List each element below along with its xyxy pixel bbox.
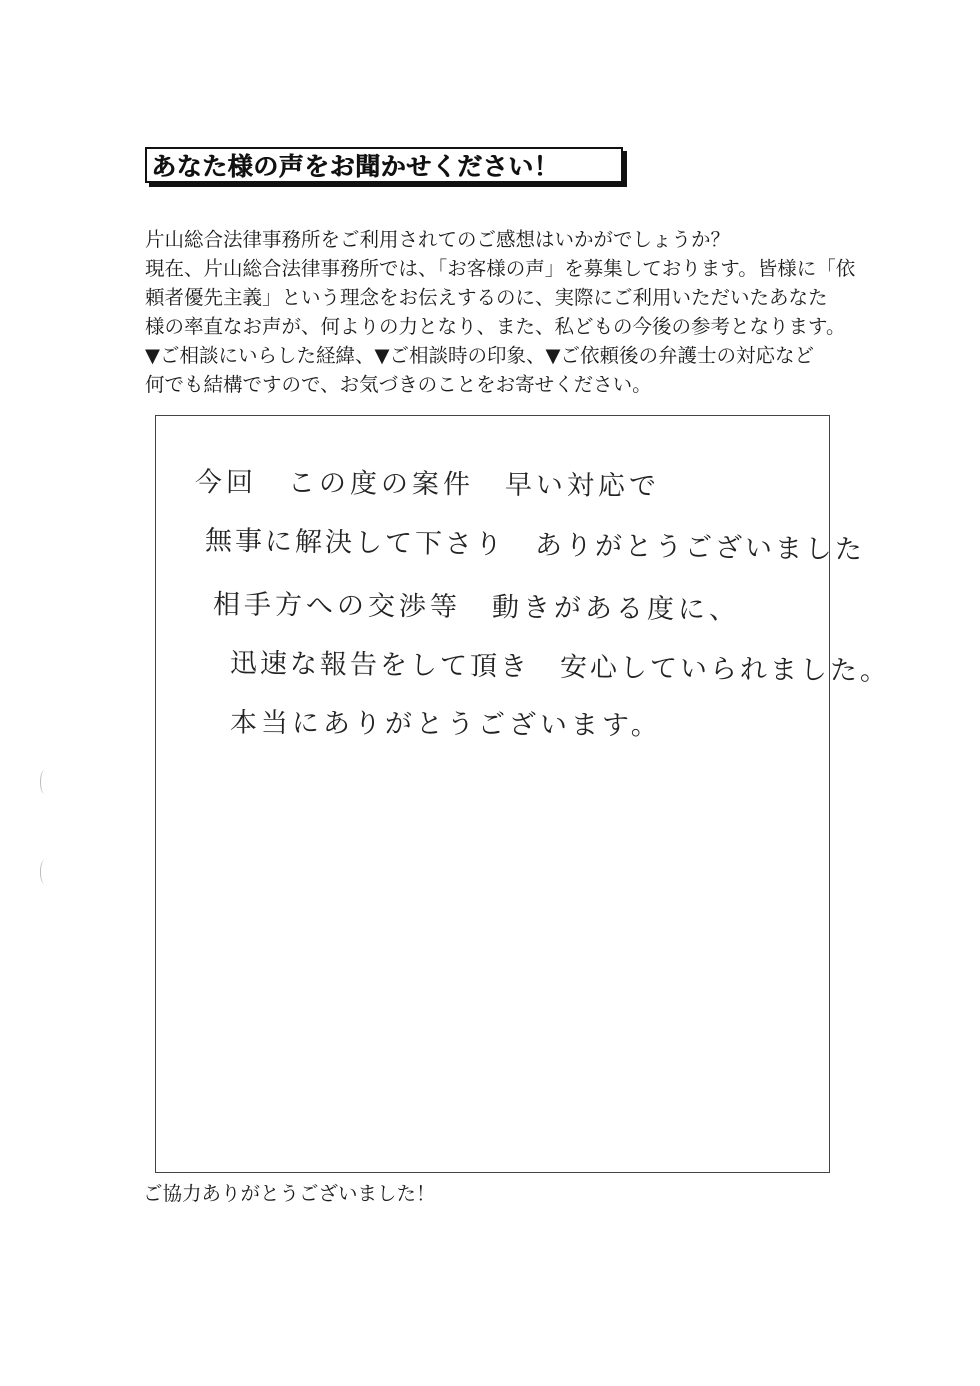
handwritten-line: 今回 この度の案件 早い対応で: [194, 466, 661, 503]
thanks-footer: ご協力ありがとうございました！: [143, 1182, 436, 1205]
handwritten-line: 本当にありがとうございます。: [229, 707, 662, 742]
page-title: あなた様の声をお聞かせください！: [151, 152, 560, 181]
intro-line: 様の率直なお声が、何よりの力となり、また、私どもの今後の参考となります。: [145, 315, 846, 338]
intro-line: 頼者優先主義」という理念をお伝えするのに、実際にご利用いただいたあなた: [145, 286, 828, 309]
intro-line: ▼ご相談にいらした経緯、▼ご相談時の印象、▼ご依頼後の弁護士の対応など: [145, 344, 814, 367]
handwritten-line: 無事に解決して下さり ありがとうございました: [204, 525, 866, 566]
title-banner: [145, 147, 623, 183]
intro-line: 何でも結構ですので、お気づきのことをお寄せください。: [145, 373, 652, 396]
intro-line: 現在、片山総合法律事務所では、「お客様の声」を募集しております。皆様に「依: [145, 257, 856, 280]
intro-line: 片山総合法律事務所をご利用されてのご感想はいかがでしょうか？: [145, 228, 731, 251]
handwritten-line: 迅速な報告をして頂き 安心していられました。: [229, 647, 891, 688]
intro-paragraph: [145, 225, 856, 399]
scan-edge-mark: [40, 770, 49, 794]
handwritten-line: 相手方への交渉等 動きがある度に、: [212, 589, 741, 626]
scan-edge-mark: [40, 860, 49, 884]
